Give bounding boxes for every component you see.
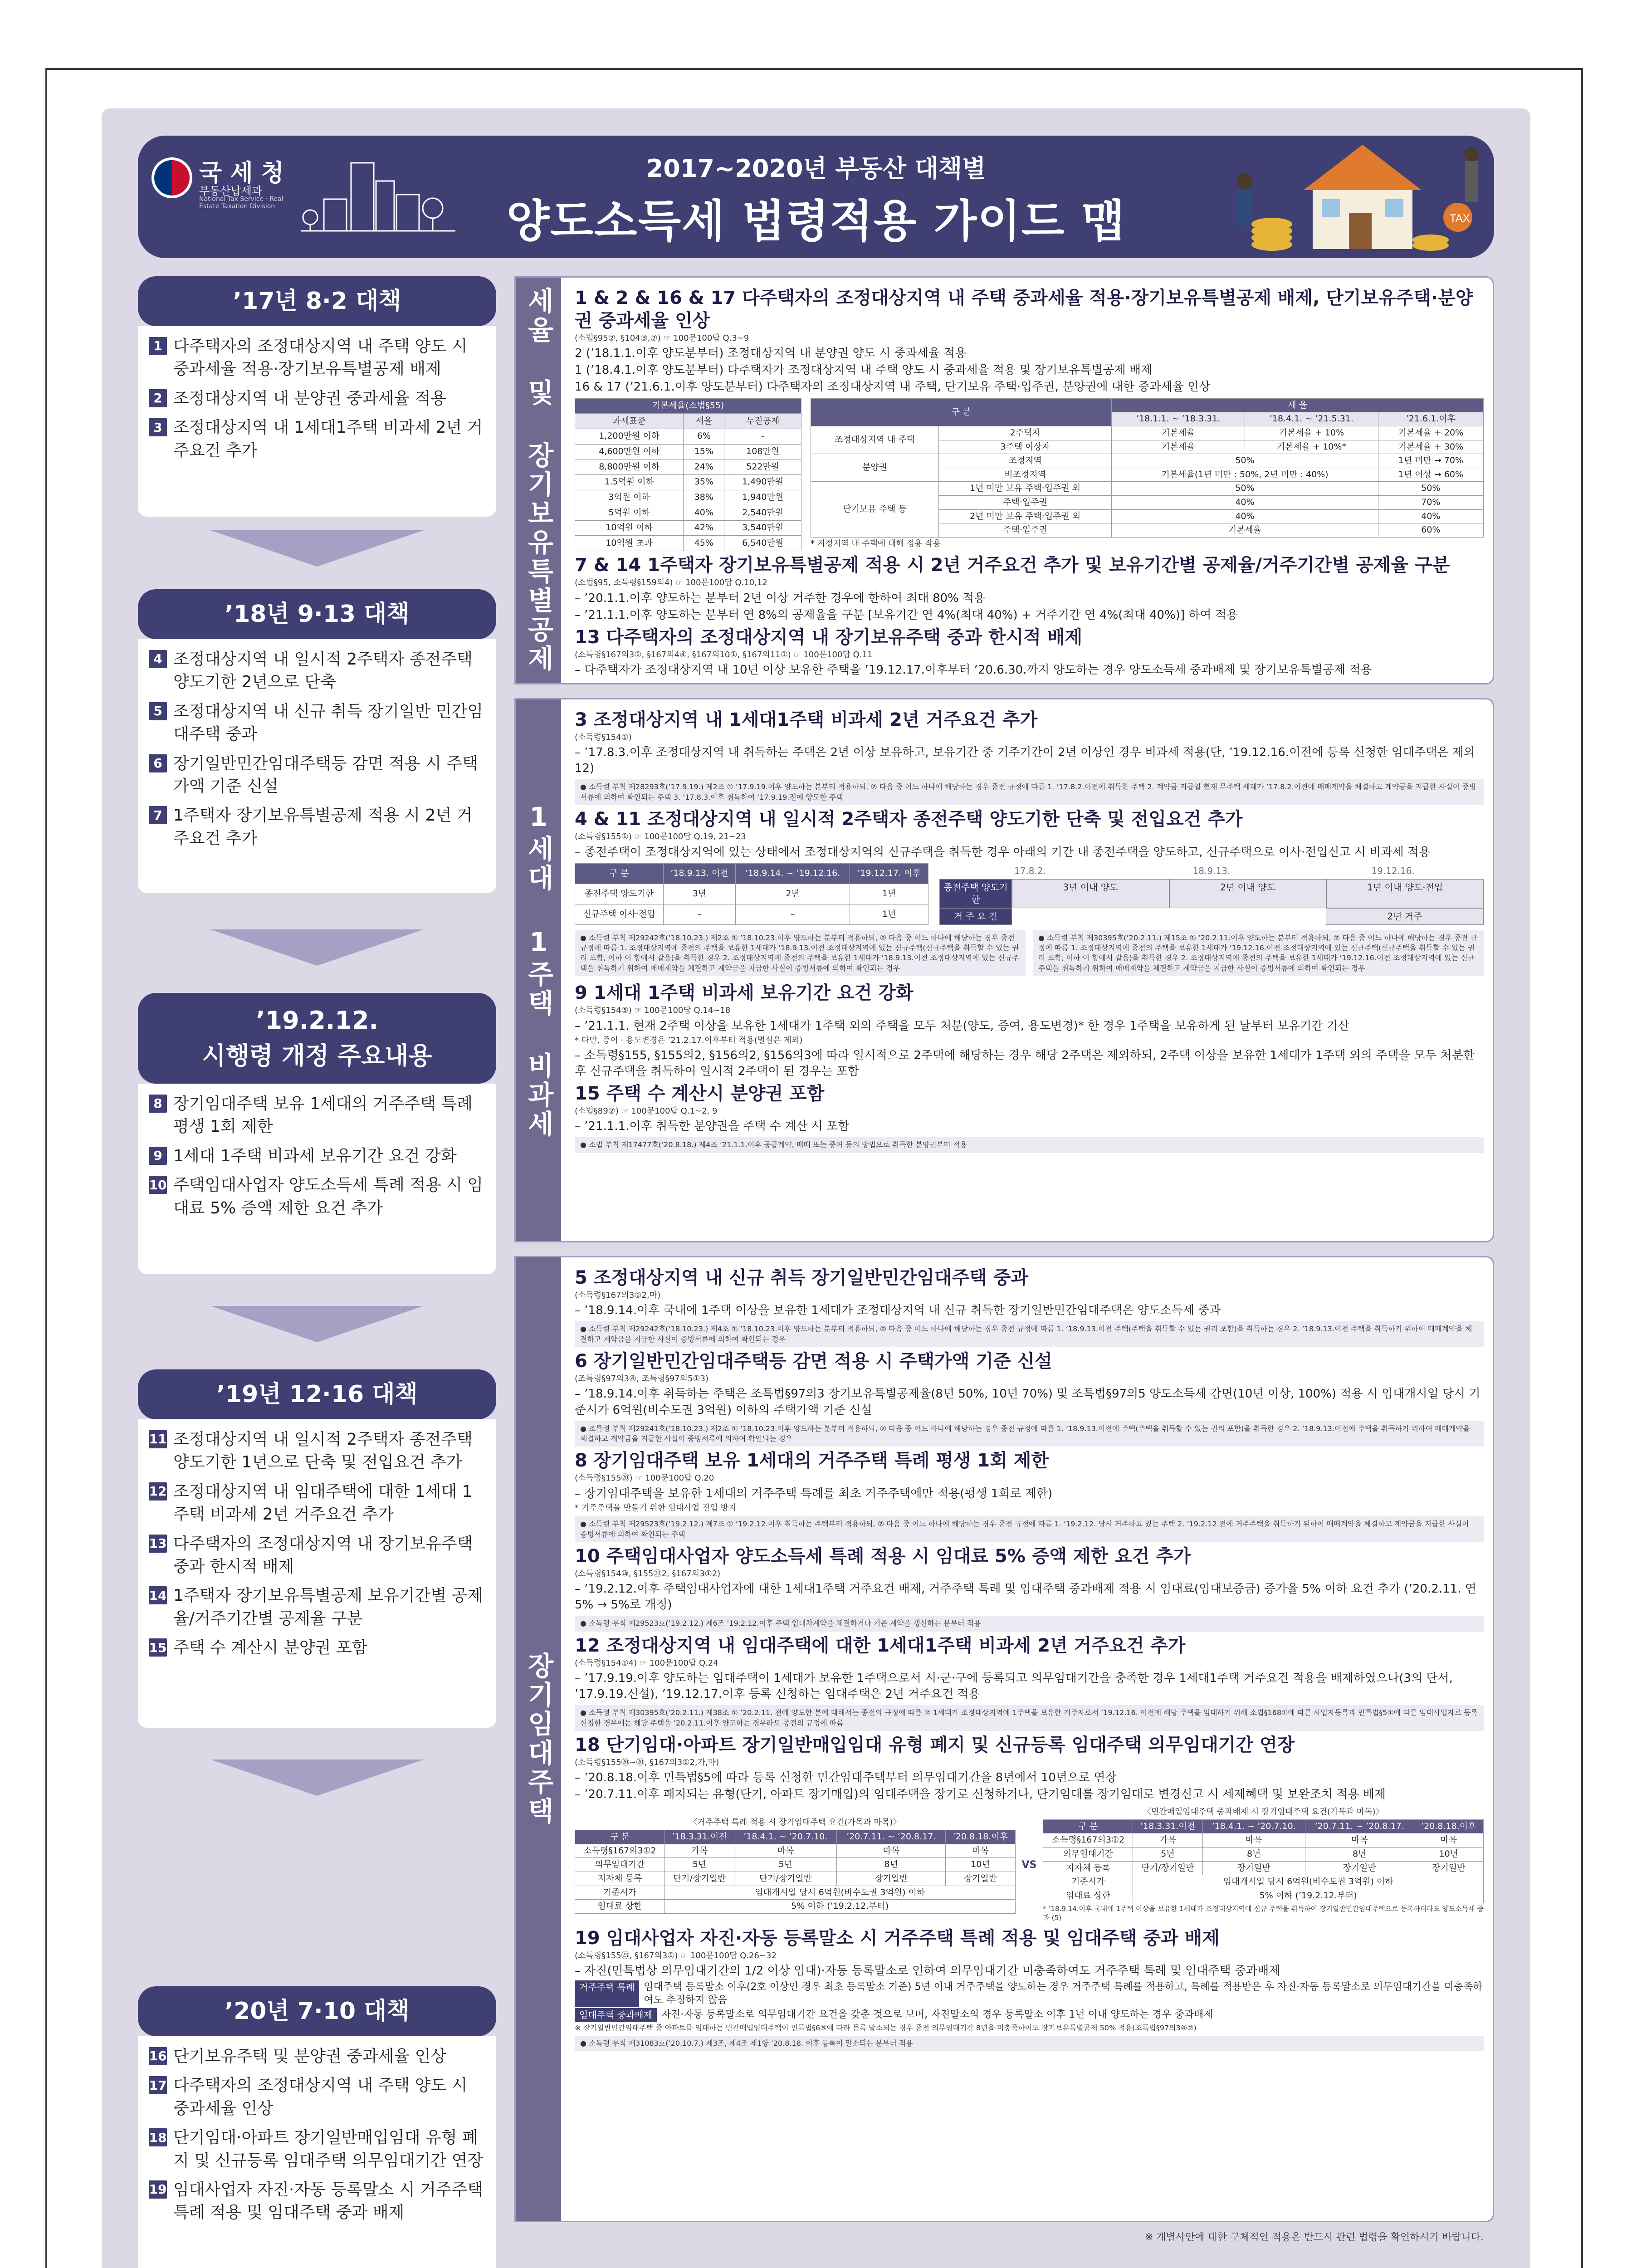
table-row: 소득령§167의3①2 가목 마목 마목 마목 xyxy=(575,1844,1016,1858)
header-subtitle: 2017~2020년 부동산 대책별 xyxy=(646,154,986,183)
poster-panel xyxy=(102,108,1530,2268)
footnote-box: ● 소득령 부칙 제29242호(’18.10.23.) 제2조 ① ’18.10.23.이후 양도하는 분부터 적용하되, ② 다음 중 어느 하나에 해당하는 경우 종전 규정에 따름 1. 조정대상지역에 종전의 주택을 보유한 1세대가 ’18.9.13.이전 조정대상지역에 있는 신규주택(신규주택을 취득할 수 있는 권리 포함, 이하 이 항에서 같음)을 취득한 경우 2. 조정대상지역에 종전의 주택을 보유한 1세대가 ’18.9.13.이전 조정대상지역에 있는 신규주택을 취득하기 위하여 매매계약을 체결하고 계약금을 지급한 사실이 증빙서류에 의하여 확인되는 경우 xyxy=(575,930,1026,977)
list-item: 12 조정대상지역 내 임대주택에 대한 1세대 1주택 비과세 2년 거주요건 추가 xyxy=(149,1482,473,1524)
timeline-box-1809 xyxy=(138,639,496,893)
table-row: 임대료 상한 5% 이하 (’19.2.12.부터) xyxy=(575,1900,1016,1914)
heading: 9 1세대 1주택 비과세 보유기간 요건 강화 xyxy=(575,982,914,1004)
list-item: 7 1주택자 장기보유특별공제 적용 시 2년 거주요건 추가 xyxy=(149,804,485,850)
heading: 10 주택임대사업자 양도소득세 특례 적용 시 임대료 5% 증액 제한 요건 추가 xyxy=(575,1545,1191,1567)
down-arrow-icon xyxy=(210,1760,424,1796)
section-side-label: 장기임대주택 xyxy=(516,1257,561,2221)
disposal-deadline-table: 구 분 ’18.9.13. 이전 ’18.9.14. ~ ’19.12.16. ’19.12.17. 이후 종전주택 양도기한 3년 2년 1년 신규주택 이사·전입 – – 1년 xyxy=(575,863,928,925)
down-arrow-icon xyxy=(210,530,424,567)
footer-disclaimer: ※ 개별사안에 대한 구체적인 적용은 반드시 관련 법령을 확인하시기 바랍니다. xyxy=(1144,2232,1484,2243)
list-item: 13 다주택자의 조정대상지역 내 장기보유주택 중과 한시적 배제 xyxy=(149,1534,473,1576)
table-row: 조정대상지역 내 주택 2주택자 기본세율 기본세율 + 10% 기본세율 + 20% xyxy=(811,426,1484,440)
table-row: 5억원 이하 40% 2,540만원 xyxy=(575,505,801,521)
table-row: 3주택 이상자 기본세율 기본세율 + 10%* 기본세율 + 30% xyxy=(811,440,1484,454)
house-tax-illustration-icon xyxy=(1195,127,1485,263)
poster-frame xyxy=(45,68,1583,2268)
table-row: 주택·입주권 기본세율 60% xyxy=(811,523,1484,538)
timeline-diagram: 17.8.2. 18.9.13. 19.12.16. 종전주택 양도기한 3년 이내 양도 2년 이내 양도 1년 이내 양도·전입 거 주 요 건 2년 거주 xyxy=(939,863,1484,925)
footnote-box: ● 소득령 부칙 제31083호(’20.10.7.) 제3조, 제4조 제1항 ’20.8.18. 이후 등록이 말소되는 분부터 적용 xyxy=(575,2036,1484,2051)
list-item: 8 장기임대주택 보유 1세대의 거주주택 특례 평생 1회 제한 xyxy=(149,1093,485,1139)
surcharge-rate-table: 구 분 세 율 ’18.1.1. ~ ’18.3.31. ’18.4.1. ~ ’21.5.31. ’21.6.1.이후 조정대상지역 내 주택 2주택자 기본세율 기본세율 + 10% 기본세율 + 20% 3주택 이상자 기본세율 기본세율 + 10%* 기본세율 + 30% 분양권 조정지역 50% 1년 미만 → 70% 비조정지역 기본세율(1년 미만 : 50%, 2년 미만 : 40%) 1년 이상 → 60% 단기보유 주택 등 1년 미만 보유 주택·입주권 외 50% 50% 주택·입주권 40% 70% 2년 미만 보유 주택·입주권 외 40% 40% 주택·입주권 기본세율 60% xyxy=(811,398,1484,538)
timeline-title-2007: ’20년 7·10 대책 xyxy=(138,1986,496,2036)
footnote-box: ● 소득령 부칙 제30395호(’20.2.11.) 제38조 ① ’20.2.11. 전에 양도한 분에 대해서는 종전의 규정에 따름 ② 1세대가 조정대상지역에 1주택을 보유한 거주자로서 ’19.12.16. 이전에 해당 주택을 임대하기 위해 소법§168①에 따른 사업자등록과 민특법§5①에 따른 임대사업자로 등록 신청한 경우에는 해당 주택을 ’20.2.11.이후 양도하는 경우라도 종전의 규정에 따름 xyxy=(575,1705,1484,1731)
dept-name: 부동산납세과 xyxy=(199,185,263,197)
timeline-title-190212: ’19.2.12. 시행령 개정 주요내용 xyxy=(138,993,496,1084)
heading: 7 & 14 1주택자 장기보유특별공제 적용 시 2년 거주요건 추가 및 보유기간별 공제율/거주기간별 공제율 구분 xyxy=(575,555,1450,576)
down-arrow-icon xyxy=(210,1306,424,1342)
footnote-box: ● 소법 부칙 제17477호(’20.8.18.) 제4조 ’21.1.1.이후 공급계약, 매매 또는 증여 등의 방법으로 취득한 분양권부터 적용 xyxy=(575,1137,1484,1153)
list-item: 18 단기임대·아파트 장기일반매입임대 유형 폐지 및 신규등록 임대주택 의무임대기간 연장 xyxy=(149,2128,484,2170)
table-row: 지자체 등록 단기/장기일반 장기일반 장기일반 장기일반 xyxy=(1043,1861,1484,1875)
svg-text:TAX: TAX xyxy=(1450,212,1470,225)
table-row: 지자체 등록 단기/장기일반 단기/장기일반 장기일반 장기일반 xyxy=(575,1872,1016,1886)
footnote-box: ● 소득령 부칙 제30395호(’20.2.11.) 제15조 ① ’20.2.11.이후 양도하는 분부터 적용하되, ② 다음 중 어느 하나에 해당하는 경우 종전 규정에 따름 1. 조정대상지역에 종전의 주택을 보유한 1세대가 ’19.12.16.이전 조정대상지역에 있는 신규주택(신규주택을 취득할 수 있는 권리 포함, 이하 이 항에서 같음)을 취득한 경우 2. 조정대상지역에 종전의 주택을 보유한 1세대가 ’19.12.16.이전 조정대상지역에 있는 신규주택을 취득하기 위하여 매매계약을 체결하고 계약금을 지급한 사실이 증빙서류에 의하여 확인되는 경우 xyxy=(1033,930,1484,977)
list-item: 3 조정대상지역 내 1세대1주택 비과세 2년 거주요건 추가 xyxy=(149,416,485,462)
timeline-title-1708: ’17년 8·2 대책 xyxy=(138,276,496,326)
heading: 18 단기임대·아파트 장기일반매입임대 유형 폐지 및 신규등록 임대주택 의무임대기간 연장 xyxy=(575,1735,1295,1756)
tag-label: 거주주택 특례 xyxy=(575,1980,639,2007)
table-row: 소득령§167의3①2 가목 마목 마목 마목 xyxy=(1043,1833,1484,1848)
heading: 5 조정대상지역 내 신규 취득 장기일반민간임대주택 중과 xyxy=(575,1267,1029,1288)
tag-label: 임대주택 중과배제 xyxy=(575,2008,657,2022)
section-one-house-exemption: 1세대 1주택 비과세 3 조정대상지역 내 1세대1주택 비과세 2년 거주요건 추가 (소득령§154①) – ’17.8.3.이후 조정대상지역 내 취득하는 주택은 2년 이상 보유하고, 보유기간 중 거주기간이 2년 이상인 경우 비과세 적용(단, ’19.12.16.이전에 등록 신청한 임대주택은 제외 12) ● 소득령 부칙 제28293호(’17.9.19.) 제2조 ① ’17.9.19.이후 양도하는 분부터 적용하되, ② 다음 중 어느 하나에 해당하는 경우 종전 규정에 따름 1. ’17.8.2.이전에 취득한 주택 2. 계약금 지급일 현재 무주택 세대가 ’17.8.2.이전에 매매계약을 체결하고 계약금을 지급한 사실이 증빙서류에 의하여 확인되는 주택 3. ’17.8.3.이후 취득하여 ’17.9.19.전에 양도한 주택 4 & 11 조정대상지역 내 일시적 2주택자 종전주택 양도기한 단축 및 전입요건 추가 (소득령§155①) ☞ 100문100답 Q.19, 21~23 – 종전주택이 조정대상지역에 있는 상태에서 조정대상지역의 신규주택을 취득한 경우 아래의 기간 내 종전주택을 양도하고, 신규주택으로 이사·전입신고 시 비과세 적용 구 분 ’18.9.13. 이전 ’18.9.14. ~ ’19.12.16. ’19.12.17. 이후 종전주택 양도기한 3년 2년 1년 신규주택 이사·전입 – – 1년 17.8.2. 18.9.13. 19.12.16. 종전주택 양도기한 3년 이내 양도 2년 이내 양도 1년 이내 양도·전입 거 주 요 건 2년 거주 ● 소득령 부칙 제29242호(’18.10.23.) 제2조 ① ’18.10.23.이후 양도하는 분부터 적용하되, ② 다음 중 어느 하나에 해당하는 경우 종전 규정에 따름 1. 조정대상지역에 종전의 주택을 보유한 1세대가 ’18.9.13.이전 조정대상지역에 있는 신규주택(신규주택을 취득할 수 있는 권리 포함, 이하 이 항에서 같음)을 취득한 경우 2. 조정대상지역에 종전의 주택을 보유한 1세대가 ’18.9.13.이전 조정대상지역에 있는 신규주택을 취득하기 위하여 매매계약을 체결하고 계약금을 지급한 사실이 증빙서류에 의하여 확인되는 경우 ● 소득령 부칙 제30395호(’20.2.11.) 제15조 ① ’20.2.11.이후 양도하는 분부터 적용하되, ② 다음 중 어느 하나에 해당하는 경우 종전 규정에 따름 1. 조정대상지역에 종전의 주택을 보유한 1세대가 ’19.12.16.이전 조정대상지역에 있는 신규주택(신규주택을 취득할 수 있는 권리 포함, 이하 이 항에서 같음)을 취득한 경우 2. 조정대상지역에 종전의 주택을 보유한 1세대가 ’19.12.16.이전 조정대상지역에 있는 신규주택을 취득하기 위하여 매매계약을 체결하고 계약금을 지급한 사실이 증빙서류에 의하여 확인되는 경우 9 1세대 1주택 비과세 보유기간 요건 강화 (소득령§154⑤) ☞ 100문100답 Q.14~18 – ’21.1.1. 현재 2주택 이상을 보유한 1세대가 1주택 외의 주택을 모두 처분(양도, 증여, 용도변경)* 한 경우 1주택을 보유하게 된 날부터 보유기간 기산 * 다만, 증여 · 용도변경은 ’21.2.17.이후부터 적용(멸실은 제외) – 소득령§155, §155의2, §156의2, §156의3에 따라 일시적으로 2주택에 해당하는 경우 해당 2주택은 제외하되, 2주택 이상을 보유한 1세대가 1주택 외의 주택을 모두 처분한 후 신규주택을 취득하여 일시적 2주택이 된 경우는 포함 15 주택 수 계산시 분양권 포함 (소법§89②) ☞ 100문100답 Q.1~2, 9 – ’21.1.1.이후 취득한 분양권을 주택 수 계산 시 포함 ● 소법 부칙 제17477호(’20.8.18.) 제4조 ’21.1.1.이후 공급계약, 매매 또는 증여 등의 방법으로 취득한 분양권부터 적용 xyxy=(514,698,1494,1242)
heading: 12 조정대상지역 내 임대주택에 대한 1세대1주택 비과세 2년 거주요건 추가 xyxy=(575,1635,1186,1656)
table-row: 1,200만원 이하 6% – xyxy=(575,429,801,444)
heading: 15 주택 수 계산시 분양권 포함 xyxy=(575,1083,825,1105)
timeline-box-1708 xyxy=(138,326,496,517)
table-row: 의무임대기간 5년 8년 8년 10년 xyxy=(1043,1848,1484,1862)
list-item: 15 주택 수 계산시 분양권 포함 xyxy=(149,1638,368,1657)
header-title: 양도소득세 법령적용 가이드 맵 xyxy=(506,196,1126,247)
table-row: 3억원 이하 38% 1,940만원 xyxy=(575,490,801,505)
table-row: 주택·입주권 40% 70% xyxy=(811,496,1484,510)
list-item: 2 조정대상지역 내 분양권 중과세율 적용 xyxy=(149,387,485,410)
table-row: 신규주택 이사·전입 – – 1년 xyxy=(575,904,928,924)
heading: 1 & 2 & 16 & 17 다주택자의 조정대상지역 내 주택 중과세율 적용·장기보유특별공제 배제, 단기보유주택·분양권 중과세율 인상 xyxy=(575,288,1473,331)
header-banner xyxy=(138,136,1494,258)
footnote-box: ● 소득령 부칙 제28293호(’17.9.19.) 제2조 ① ’17.9.19.이후 양도하는 분부터 적용하되, ② 다음 중 어느 하나에 해당하는 경우 종전 규정에 따름 1. ’17.8.2.이전에 취득한 주택 2. 계약금 지급일 현재 무주택 세대가 ’17.8.2.이전에 매매계약을 체결하고 계약금을 지급한 사실이 증빙서류에 의하여 확인되는 주택 3. ’17.8.3.이후 취득하여 ’17.9.19.전에 양도한 주택 xyxy=(575,779,1484,805)
table-row: 2년 미만 보유 주택·입주권 외 40% 40% xyxy=(811,509,1484,523)
list-item: 16 단기보유주택 및 분양권 중과세율 인상 xyxy=(149,2047,447,2066)
table-row: 분양권 조정지역 50% 1년 미만 → 70% xyxy=(811,454,1484,468)
table-row: 1.5억원 이하 35% 1,490만원 xyxy=(575,474,801,490)
footnote-box: ● 조특령 부칙 제29241호(’18.10.23.) 제2조 ① ’18.10.23.이후 양도하는 분부터 적용하되, ② 다음 중 어느 하나에 해당하는 경우 종전 규정에 따름 1. ’18.9.13.이전에 주택(주택을 취득할 수 있는 권리 포함)을 취득한 경우 2. ’18.9.13.이전에 주택을 취득하기 위하여 매매계약을 체결하고 계약금을 지급한 사실이 증빙서류에 의하여 확인되는 경우 xyxy=(575,1421,1484,1447)
list-item: 14 1주택자 장기보유특별공제 보유기간별 공제율/거주기간별 공제율 구분 xyxy=(149,1586,484,1628)
table-row: 8,800만원 이하 24% 522만원 xyxy=(575,459,801,475)
list-item: 10 주택임대사업자 양도소득세 특례 적용 시 임대료 5% 증액 제한 요건 추가 xyxy=(149,1176,484,1217)
section-side-label: 1세대 1주택 비과세 xyxy=(516,699,561,1241)
section-tax-rate: 세율 및 장기보유특별공제 1 & 2 & 16 & 17 다주택자의 조정대상지역 내 주택 중과세율 적용·장기보유특별공제 배제, 단기보유주택·분양권 중과세율 인상 (소법§95②, §104③,⑦) ☞ 100문100답 Q.3~9 2 (’18.1.1.이후 양도분부터) 조정대상지역 내 분양권 양도 시 중과세율 적용 1 (’18.4.1.이후 양도분부터) 다주택자가 조정대상지역 내 주택 양도 시 중과세율 적용 및 장기보유특별공제 배제 16 & 17 (’21.6.1.이후 양도분부터) 다주택자의 조정대상지역 내 주택, 단기보유 주택·입주권, 분양권에 대한 중과세율 인상 기본세율(소법§55) 과세표준 세율 누진공제 1,200만원 이하 6% – 4,600만원 이하 15% 108만원 8,800만원 이하 24% 522만원 1.5억원 이하 35% 1,490만원 3억원 이하 38% 1,940만원 5억원 이하 40% 2,540만원 10억원 이하 42% 3,540만원 10억원 초과 45% 6,540만원 구 분 세 율 ’18.1.1. ~ ’18.3.31. ’18.4.1. ~ ’21.5.31. ’21.6.1.이후 조정대상지역 내 주택 2주택자 기본세율 기본세율 + 10% 기본세율 + 20% 3주택 이상자 기본세율 기본세율 + 10%* 기본세율 + 30% 분양권 조정지역 50% 1년 미만 → 70% 비조정지역 기본세율(1년 미만 : 50%, 2년 미만 : 40%) 1년 이상 → 60% 단기보유 주택 등 1년 미만 보유 주택·입주권 외 50% 50% 주택·입주권 40% 70% 2년 미만 보유 주택·입주권 외 40% 40% 주택·입주권 기본세율 60% * 지정지역 내 주택에 대해 정용 작용 7 & 14 1주택자 장기보유특별공제 적용 시 2년 거주요건 추가 및 보유기간별 공제율/거주기간별 공제율 구분 (소법§95, 소득령§159의4) ☞ 100문100답 Q.10,12 – ’20.1.1.이후 양도하는 분부터 2년 이상 거주한 경우에 한하여 최대 80% 적용 – ’21.1.1.이후 양도하는 분부터 연 8%의 공제율을 구분 [보유기간 연 4%(최대 40%) + 거주기간 연 4%(최대 40%)] 하여 적용 13 다주택자의 조정대상지역 내 장기보유주택 중과 한시적 배제 (소득령§167의3①, §167의4④, §167의10①, §167의11①) ☞ 100문100답 Q.11 – 다주택자가 조정대상지역 내 10년 이상 보유한 주택을 ’19.12.17.이후부터 ’20.6.30.까지 양도하는 경우 양도소득세 중과배제 및 장기보유특별공제 적용 xyxy=(514,276,1494,684)
dept-name-en: National Tax Service · Real Estate Taxation Division xyxy=(199,196,283,210)
table-row: 비조정지역 기본세율(1년 미만 : 50%, 2년 미만 : 40%) 1년 이상 → 60% xyxy=(811,468,1484,482)
rental-requirements-table-a: 구 분 ’18.3.31.이전 ’18.4.1. ~ ’20.7.10. ’20.7.11. ~ ’20.8.17. ’20.8.18.이후 소득령§167의3①2 가목 마목 마목 마목 의무임대기간 5년 5년 8년 10년 지자체 등록 단기/장기일반 단기/장기일반 장기일반 장기일반 기준시가 임대개시일 당시 6억원(비수도권 3억원) 이하 임대료 상한 5% 이하 (’19.2.12.부터) xyxy=(575,1830,1016,1914)
heading: 8 장기임대주택 보유 1세대의 거주주택 특례 평생 1회 제한 xyxy=(575,1450,1049,1471)
footnote-box: ● 소득령 부칙 제29242호(’18.10.23.) 제4조 ① ’18.10.23.이후 양도하는 분부터 적용하되, ② 다음 중 어느 하나에 해당하는 경우 종전 규정에 따름 1. ’18.9.13.이전 주택(주택을 취득할 수 있는 권리 포함)을 취득하는 경우 2. ’18.9.13.이전 주택을 취득하기 위하여 매매계약을 체결하고 계약금을 지급한 사실이 증빙서류에 의하여 확인되는 경우 xyxy=(575,1321,1484,1347)
table-row: 단기보유 주택 등 1년 미만 보유 주택·입주권 외 50% 50% xyxy=(811,482,1484,496)
list-item: 6 장기일반민간임대주택등 감면 적용 시 주택가액 기준 신설 xyxy=(149,753,485,798)
table-row: 4,600만원 이하 15% 108만원 xyxy=(575,444,801,459)
heading: 6 장기일반민간임대주택등 감면 적용 시 주택가액 기준 신설 xyxy=(575,1351,1052,1372)
list-item: 5 조정대상지역 내 신규 취득 장기일반 민간임대주택 중과 xyxy=(149,700,485,746)
list-item: 19 임대사업자 자진·자동 등록말소 시 거주주택 특례 적용 및 임대주택 중과 배제 xyxy=(149,2180,484,2222)
timeline-box-2007 xyxy=(138,2036,496,2268)
timeline-title-1809: ’18년 9·13 대책 xyxy=(138,589,496,639)
list-item: 17 다주택자의 조정대상지역 내 주택 양도 시 중과세율 인상 xyxy=(149,2076,468,2118)
table-row: 기준시가 임대개시일 당시 6억원(비수도권 3억원) 이하 xyxy=(575,1886,1016,1900)
table-row: 의무임대기간 5년 5년 8년 10년 xyxy=(575,1858,1016,1872)
list-item: 1 다주택자의 조정대상지역 내 주택 양도 시 중과세율 적용·장기보유특별공제 배제 xyxy=(149,335,485,381)
list-item: 11 조정대상지역 내 일시적 2주택자 종전주택 양도기한 1년으로 단축 및 전입요건 추가 xyxy=(149,1430,473,1472)
heading: 19 임대사업자 자진·자동 등록말소 시 거주주택 특례 적용 및 임대주택 중과 배제 xyxy=(575,1928,1220,1949)
rental-requirements-table-b: 구 분 ’18.3.31.이전 ’18.4.1. ~ ’20.7.10. ’20.7.11. ~ ’20.8.17. ’20.8.18.이후 소득령§167의3①2 가목 마목 마목 마목 의무임대기간 5년 8년 8년 10년 지자체 등록 단기/장기일반 장기일반 장기일반 장기일반 기준시가 임대개시일 당시 6억원(비수도권 3억원) 이하 임대료 상한 5% 이하 (’19.2.12.부터) xyxy=(1043,1819,1484,1903)
heading: 4 & 11 조정대상지역 내 일시적 2주택자 종전주택 양도기한 단축 및 전입요건 추가 xyxy=(575,809,1243,830)
list-item: 4 조정대상지역 내 일시적 2주택자 종전주택 양도기한 2년으로 단축 xyxy=(149,648,485,694)
table-row: 임대료 상한 5% 이하 (’19.2.12.부터) xyxy=(1043,1889,1484,1903)
heading: 13 다주택자의 조정대상지역 내 장기보유주택 중과 한시적 배제 xyxy=(575,626,1083,648)
footnote-box: ● 소득령 부칙 제29523호(’19.2.12.) 제7조 ① ’19.2.12.이후 취득하는 주택부터 적용하되, ② 다음 중 어느 하나에 해당하는 경우 종전 규정에 따름 1. ’19.2.12. 당시 거주하고 있는 주택 2. ’19.2.12.전에 거주주택을 취득하기 위하여 매매계약을 체결하고 계약금을 지급한 사실이 증빙서류에 의하여 확인되는 주택 xyxy=(575,1516,1484,1542)
footnote-box: ● 소득령 부칙 제29523호(’19.2.12.) 제6조 ’19.2.12.이후 주택 임대차계약을 체결하거나 기존 계약을 갱신하는 분부터 적용 xyxy=(575,1616,1484,1631)
down-arrow-icon xyxy=(210,929,424,966)
timeline-box-190212 xyxy=(138,1084,496,1274)
list-item: 9 1세대 1주택 비과세 보유기간 요건 강화 xyxy=(149,1145,485,1168)
section-long-term-rental: 장기임대주택 5 조정대상지역 내 신규 취득 장기일반민간임대주택 중과 (소득령§167의3①2,마) – ’18.9.14.이후 국내에 1주택 이상을 보유한 1세대가 조정대상지역 내 신규 취득한 장기일반민간임대주택은 양도소득세 중과 ● 소득령 부칙 제29242호(’18.10.23.) 제4조 ① ’18.10.23.이후 양도하는 분부터 적용하되, ② 다음 중 어느 하나에 해당하는 경우 종전 규정에 따름 1. ’18.9.13.이전 주택(주택을 취득할 수 있는 권리 포함)을 취득하는 경우 2. ’18.9.13.이전 주택을 취득하기 위하여 매매계약을 체결하고 계약금을 지급한 사실이 증빙서류에 의하여 확인되는 경우 6 장기일반민간임대주택등 감면 적용 시 주택가액 기준 신설 (조특령§97의3④, 조특령§97의5①3) – ’18.9.14.이후 취득하는 주택은 조특법§97의3 장기보유특별공제율(8년 50%, 10년 70%) 및 조특법§97의5 양도소득세 감면(10년 이상, 100%) 적용 시 임대개시일 당시 기준시가 6억원(비수도권 3억원) 이하의 주택가액 기준 신설 ● 조특령 부칙 제29241호(’18.10.23.) 제2조 ① ’18.10.23.이후 양도하는 분부터 적용하되, ② 다음 중 어느 하나에 해당하는 경우 종전 규정에 따름 1. ’18.9.13.이전에 주택(주택을 취득할 수 있는 권리 포함)을 취득한 경우 2. ’18.9.13.이전에 주택을 취득하기 위하여 매매계약을 체결하고 계약금을 지급한 사실이 증빙서류에 의하여 확인되는 경우 8 장기임대주택 보유 1세대의 거주주택 특례 평생 1회 제한 (소득령§155⑳) ☞ 100문100답 Q.20 – 장기임대주택을 보유한 1세대의 거주주택 특례를 최초 거주주택에만 적용(평생 1회로 제한) * 거주주택을 만들기 위한 임대사업 진입 방지 ● 소득령 부칙 제29523호(’19.2.12.) 제7조 ① ’19.2.12.이후 취득하는 주택부터 적용하되, ② 다음 중 어느 하나에 해당하는 경우 종전 규정에 따름 1. ’19.2.12. 당시 거주하고 있는 주택 2. ’19.2.12.전에 거주주택을 취득하기 위하여 매매계약을 체결하고 계약금을 지급한 사실이 증빙서류에 의하여 확인되는 주택 10 주택임대사업자 양도소득세 특례 적용 시 임대료 5% 증액 제한 요건 추가 (소득령§154⑩, §155⑳2, §167의3①2) – ’19.2.12.이후 주택임대사업자에 대한 1세대1주택 거주요건 배제, 거주주택 특례 및 임대주택 중과배제 적용 시 임대료(임대보증금) 증가율 5% 이하 요건 추가 (’20.2.11. 연 5% → 5%로 개정) ● 소득령 부칙 제29523호(’19.2.12.) 제6조 ’19.2.12.이후 주택 임대차계약을 체결하거나 기존 계약을 갱신하는 분부터 적용 12 조정대상지역 내 임대주택에 대한 1세대1주택 비과세 2년 거주요건 추가 (소득령§154①4) ☞ 100문100답 Q.24 – ’17.9.19.이후 양도하는 임대주택이 1세대가 보유한 1주택으로서 시·군·구에 등록되고 의무임대기간을 충족한 경우 1세대1주택 거주요건 적용을 배제하였으나(3의 단서, ’17.9.19.신설), ’19.12.17.이후 등록 신청하는 임대주택은 2년 거주요건 적용 ● 소득령 부칙 제30395호(’20.2.11.) 제38조 ① ’20.2.11. 전에 양도한 분에 대해서는 종전의 규정에 따름 ② 1세대가 조정대상지역에 1주택을 보유한 거주자로서 ’19.12.16. 이전에 해당 주택을 임대하기 위해 소법§168①에 따른 사업자등록과 민특법§5①에 따른 임대사업자로 등록 신청한 경우에는 해당 주택을 ’20.2.11.이후 양도하는 경우라도 종전의 규정에 따름 18 단기임대·아파트 장기일반매입임대 유형 폐지 및 신규등록 임대주택 의무임대기간 연장 (소득령§155⑳~⑳, §167의3①2,가,마) – ’20.8.18.이후 민특법§5에 따라 등록 신청한 민간임대주택부터 의무임대기간을 8년에서 10년으로 연장 – ’20.7.11.이후 폐지되는 유형(단기, 아파트 장기매입)의 임대주택을 장기로 신청하거나, 단기임대를 장기임대로 변경신고 시 세제혜택 및 보완조치 적용 배제 〈거주주택 특례 적용 시 장기임대주택 요건(가목과 마목)〉 구 분 ’18.3.31.이전 ’18.4.1. ~ ’20.7.10. ’20.7.11. ~ ’20.8.17. ’20.8.18.이후 소득령§167의3①2 가목 마목 마목 마목 의무임대기간 5년 5년 8년 10년 지자체 등록 단기/장기일반 단기/장기일반 장기일반 장기일반 기준시가 임대개시일 당시 6억원(비수도권 3억원) 이하 임대료 상한 5% 이하 (’19.2.12.부터) VS 〈민간매입임대주택 중과배제 시 장기임대주택 요건(가목과 마목)〉 구 분 ’18.3.31.이전 ’18.4.1. ~ ’20.7.10. ’20.7.11. ~ ’20.8.17. ’20.8.18.이후 소득령§167의3①2 가목 마목 마목 마목 의무임대기간 5년 8년 8년 10년 지자체 등록 단기/장기일반 장기일반 장기일반 장기일반 기준시가 임대개시일 당시 6억원(비수도권 3억원) 이하 임대료 상한 5% 이하 (’19.2.12.부터) * ’18.9.14.이후 국내에 1주택 이상을 보유한 1세대가 조정대상지역에 신규 주택을 취득하여 장기일반민간임대주택으로 등록하더라도 양도소득세 중과 (5) 19 임대사업자 자진·자동 등록말소 시 거주주택 특례 적용 및 임대주택 중과 배제 (소득령§155㉓, §167의3①) ☞ 100문100답 Q.26~32 – 자진(민특법상 의무임대기간의 1/2 이상 임대)·자동 등록말소로 인하여 의무임대기간 미충족하여도 거주주택 특례 및 임대주택 중과배제 거주주택 특례 임대주택 등록말소 이후(2호 이상인 경우 최초 등록말소 기준) 5년 이내 거주주택을 양도하는 경우 거주주택 특례를 적용하고, 특례를 적용받은 후 자진·자동 등록말소로 의무임대기간을 미충족하여도 추징하지 않음 임대주택 중과배제 자진·자동 등록말소로 의무임대기간 요건을 갖춘 것으로 보며, 자진말소의 경우 등록말소 이후 1년 이내 양도하는 경우 중과배제 ※ 장기일반민간임대주택 중 아파트를 임대하는 민간매입임대주택이 민특법§6⑤에 따라 등록 말소되는 경우 종전 의무임대기간 8년을 미충족하여도 장기보유특별공제 50% 적용(조특법§97의3④②) ● 소득령 부칙 제31083호(’20.10.7.) 제3조, 제4조 제1항 ’20.8.18. 이후 등록이 말소되는 분부터 적용 ※ 개별사안에 대한 구체적인 적용은 반드시 관련 법령을 확인하시기 바랍니다. xyxy=(514,1256,1494,2222)
basic-rate-table: 기본세율(소법§55) 과세표준 세율 누진공제 1,200만원 이하 6% – 4,600만원 이하 15% 108만원 8,800만원 이하 24% 522만원 1.5억원 이하 35% 1,490만원 3억원 이하 38% 1,940만원 5억원 이하 40% 2,540만원 10억원 이하 42% 3,540만원 10억원 초과 45% 6,540만원 xyxy=(575,398,801,552)
table-row: 종전주택 양도기한 3년 2년 1년 xyxy=(575,884,928,904)
table-row: 10억원 초과 45% 6,540만원 xyxy=(575,536,801,551)
org-name: 국 세 청 xyxy=(199,159,284,187)
timeline-title-1912: ’19년 12·16 대책 xyxy=(138,1369,496,1419)
heading: 3 조정대상지역 내 1세대1주택 비과세 2년 거주요건 추가 xyxy=(575,709,1038,730)
table-row: 10억원 이하 42% 3,540만원 xyxy=(575,520,801,536)
vs-label: VS xyxy=(1021,1859,1037,1871)
table-row: 기준시가 임대개시일 당시 6억원(비수도권 3억원) 이하 xyxy=(1043,1875,1484,1889)
section-side-label: 세율 및 장기보유특별공제 xyxy=(516,278,561,683)
timeline-box-1912 xyxy=(138,1419,496,1728)
